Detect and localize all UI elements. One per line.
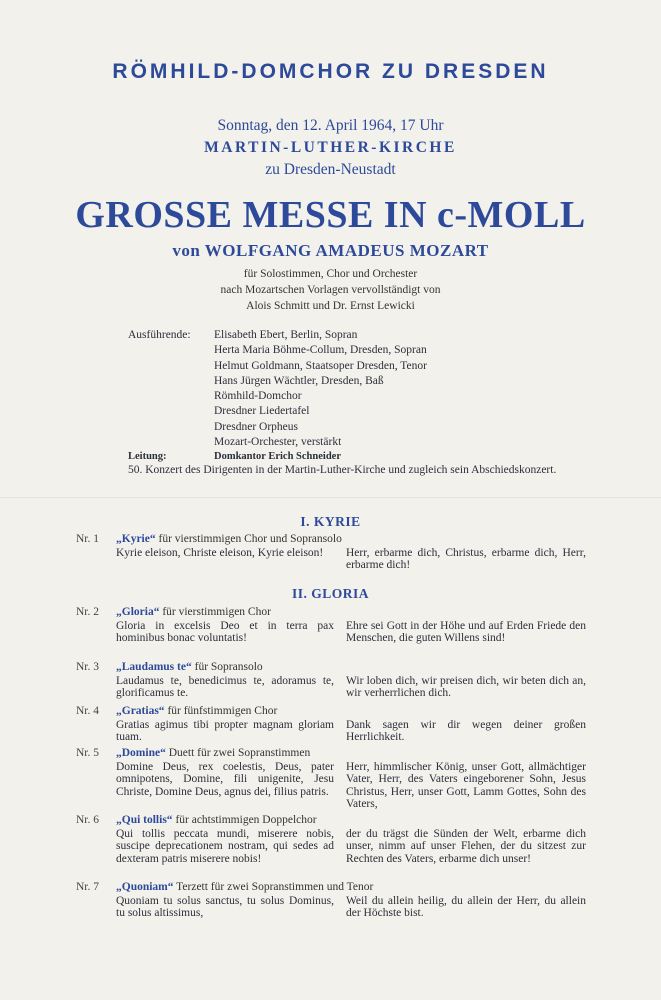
item-number: Nr. 6: [76, 814, 99, 826]
concert-note: 50. Konzert des Dirigenten in der Martin-Luther-Kirche und zugleich sein Abschiedskonzert.: [128, 464, 557, 476]
latin-text: Gloria in excelsis Deo et in terra pax hominibus bonac voluntatis!: [116, 619, 334, 644]
subtitle-line-1: für Solostimmen, Chor und Orchester: [243, 268, 418, 280]
item-description: für Sopransolo: [191, 661, 263, 673]
german-text: Wir loben dich, wir preisen dich, wir beten dich an, wir verherrlichen dich.: [346, 674, 586, 699]
performer-row: [128, 360, 427, 375]
item-description: für fünfstimmigen Chor: [164, 705, 278, 717]
performer: Helmut Goldmann, Staatsoper Dresden, Tenor: [214, 359, 427, 372]
performers-list: [128, 329, 427, 467]
item-number: Nr. 7: [76, 881, 99, 893]
section-kyrie: I. KYRIE: [300, 514, 361, 529]
program-item: [76, 705, 586, 744]
performer-row: [128, 390, 427, 405]
performer: Dresdner Liedertafel: [214, 405, 310, 418]
program-item: [76, 814, 586, 865]
performer-row: [128, 344, 427, 359]
item-description: Duett für zwei Sopranstimmen: [165, 747, 311, 759]
program-item: [76, 881, 586, 920]
leitung-label: Leitung:: [128, 451, 167, 463]
latin-text: Kyrie eleison, Christe eleison, Kyrie eleison!: [116, 546, 324, 559]
performer-row: [128, 421, 427, 436]
item-number: Nr. 1: [76, 533, 99, 545]
composer: von WOLFGANG AMADEUS MOZART: [172, 241, 489, 260]
performer-row: [128, 329, 427, 344]
concert-date: Sonntag, den 12. April 1964, 17 Uhr: [217, 117, 444, 134]
item-title: „Gloria“: [116, 606, 160, 618]
program-item: [76, 606, 586, 645]
performer-row: [128, 436, 427, 451]
item-title: „Kyrie“: [116, 533, 156, 545]
performer: Herta Maria Böhme-Collum, Dresden, Sopran: [214, 344, 427, 357]
church-location: zu Dresden-Neustadt: [265, 161, 396, 178]
performer-row: [128, 375, 427, 390]
german-text: Dank sagen wir dir wegen deiner großen Herrlichkeit.: [346, 718, 586, 743]
item-title: „Qui tollis“: [116, 814, 173, 826]
latin-text: Quoniam tu solus sanctus, tu solus Dominus, tu solus altissimus,: [116, 894, 334, 919]
program-item: [76, 661, 586, 700]
item-description: Terzett für zwei Sopranstimmen und Tenor: [173, 881, 374, 893]
item-title: „Gratias“: [116, 705, 165, 717]
latin-text: Gratias agimus tibi propter magnam gloriam tuam.: [116, 718, 334, 743]
item-description: für vierstimmigen Chor: [159, 606, 271, 618]
latin-text: Qui tollis peccata mundi, miserere nobis, suscipe deprecationem nostram, qui sedes ad dexteram patris miserere nobis!: [116, 827, 334, 865]
performer: Dresdner Orpheus: [214, 420, 298, 433]
latin-text: Laudamus te, benedicimus te, adoramus te, glorificamus te.: [116, 674, 334, 699]
subtitle-line-2: nach Mozartschen Vorlagen vervollständigt von: [220, 284, 441, 296]
item-title: „Quoniam“: [116, 881, 174, 893]
conductor: Domkantor Erich Schneider: [214, 451, 341, 463]
german-text: Herr, erbarme dich, Christus, erbarme dich, Herr, erbarme dich!: [346, 546, 586, 571]
item-title: „Domine“: [116, 747, 166, 759]
latin-text: Domine Deus, rex coelestis, Deus, pater omnipotens, Domine, fili unigenite, Jesu Christe, Domine Deus, agnus dei, filius patris.: [116, 760, 334, 798]
performer: Mozart-Orchester, verstärkt: [214, 436, 342, 449]
choir-name: RÖMHILD-DOMCHOR ZU DRESDEN: [112, 60, 549, 83]
performers-label: Ausführende:: [128, 329, 191, 341]
german-text: Weil du allein heilig, du allein der Herr, du allein der Höchste bist.: [346, 894, 586, 919]
german-text: Herr, himmlischer König, unser Gott, allmächtiger Vater, Herr, des Vaters eingeborener Sohn, Jesus Christus, Herr, unser Gott, Lamm Gottes, Sohn des Vaters,: [346, 760, 586, 810]
item-title: „Laudamus te“: [116, 661, 192, 673]
paper-fold-line: [0, 497, 661, 498]
program-item: [76, 747, 586, 811]
item-number: Nr. 3: [76, 661, 99, 673]
work-title: GROSSE MESSE IN c-MOLL: [75, 194, 586, 236]
item-description: für achtstimmigen Doppelchor: [172, 814, 317, 826]
performer: Hans Jürgen Wächtler, Dresden, Baß: [214, 374, 384, 387]
church-name: MARTIN-LUTHER-KIRCHE: [204, 139, 457, 156]
performer: Römhild-Domchor: [214, 390, 302, 403]
performer: Elisabeth Ebert, Berlin, Sopran: [214, 329, 358, 341]
item-number: Nr. 4: [76, 705, 99, 717]
item-number: Nr. 5: [76, 747, 99, 759]
section-gloria: II. GLORIA: [291, 586, 369, 601]
program-item: [76, 533, 586, 572]
item-number: Nr. 2: [76, 606, 99, 618]
german-text: Ehre sei Gott in der Höhe und auf Erden Friede den Menschen, die guten Willens sind!: [346, 619, 586, 644]
performer-row: [128, 405, 427, 420]
subtitle-line-3: Alois Schmitt und Dr. Ernst Lewicki: [246, 300, 415, 312]
item-description: für vierstimmigen Chor und Sopransolo: [155, 533, 342, 545]
german-text: der du trägst die Sünden der Welt, erbarme dich unser, nimm auf unser Flehen, der du sitzest zur Rechten des Vaters, erbarme dich unser!: [346, 827, 586, 865]
